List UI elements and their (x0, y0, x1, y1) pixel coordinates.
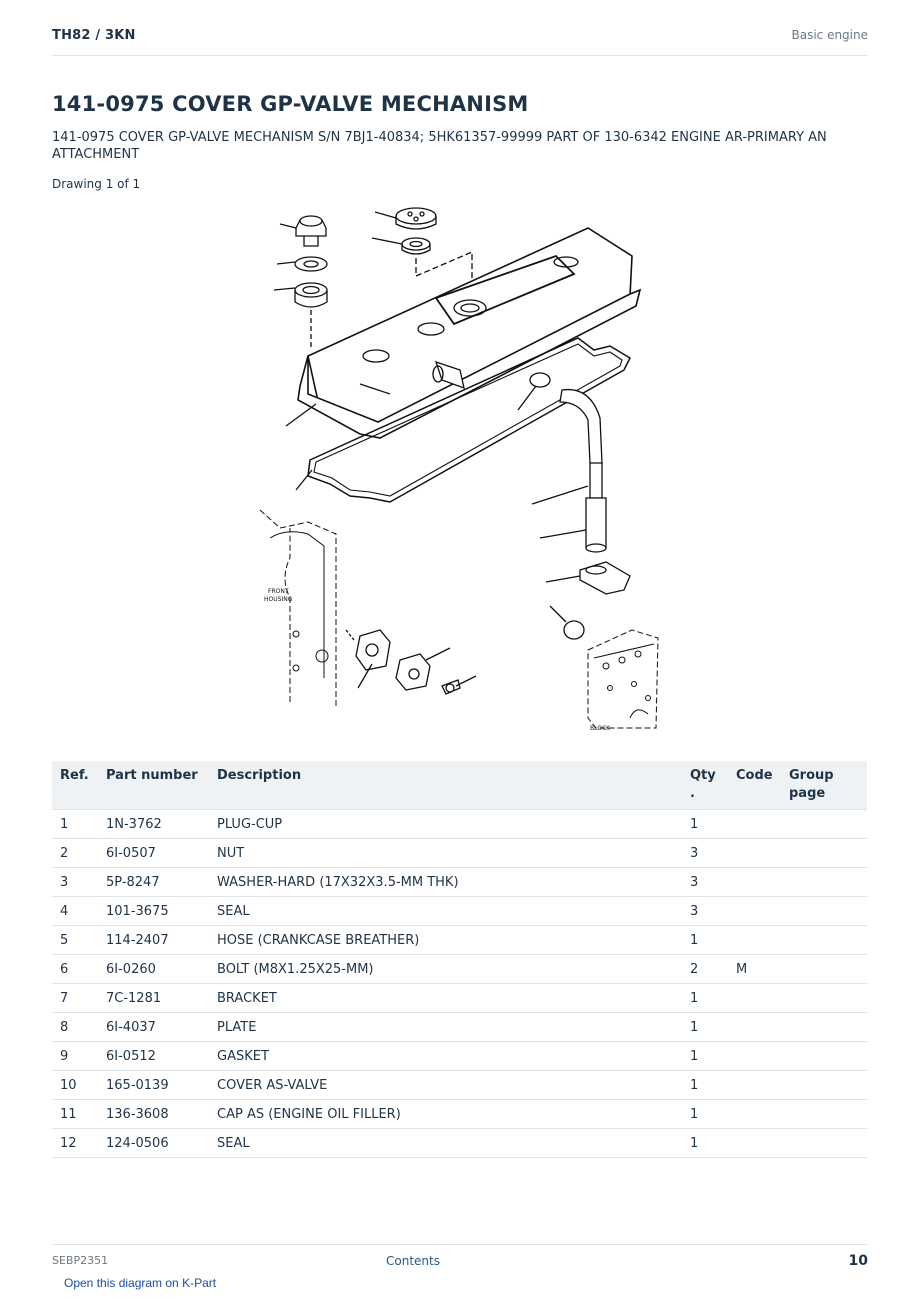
cell-code: M (728, 955, 781, 984)
col-ref: Ref. (52, 761, 98, 810)
cell-code (728, 984, 781, 1013)
col-qty: Qty . (682, 761, 728, 810)
col-description: Description (209, 761, 682, 810)
cell-description: BOLT (M8X1.25X25-MM) (209, 955, 682, 984)
table-row (52, 955, 867, 984)
front-housing-icon (260, 510, 336, 708)
cell-group-page (781, 984, 867, 1013)
cell-description: CAP AS (ENGINE OIL FILLER) (209, 1100, 682, 1129)
page-header (52, 28, 868, 56)
cell-description: WASHER-HARD (17X32X3.5-MM THK) (209, 868, 682, 897)
cell-description: PLUG-CUP (209, 810, 682, 839)
table-row (52, 868, 867, 897)
table-row (52, 897, 867, 926)
cell-qty: 3 (682, 868, 728, 897)
block-label: BLOCK (590, 725, 611, 732)
cell-qty: 1 (682, 984, 728, 1013)
cell-part-number: 1N-3762 (98, 810, 209, 839)
cell-ref: 2 (52, 839, 98, 868)
table-row (52, 984, 867, 1013)
cell-description: SEAL (209, 1129, 682, 1158)
cell-group-page (781, 1071, 867, 1100)
cell-qty: 1 (682, 1100, 728, 1129)
cell-ref: 10 (52, 1071, 98, 1100)
engine-block-icon (588, 630, 658, 732)
cell-qty: 3 (682, 839, 728, 868)
parts-table (52, 761, 867, 1158)
doc-id: SEBP2351 (52, 1254, 109, 1267)
section-label: Basic engine (791, 28, 868, 42)
cell-part-number: 114-2407 (98, 926, 209, 955)
col-code: Code (728, 761, 781, 810)
cell-ref: 6 (52, 955, 98, 984)
cell-ref: 1 (52, 810, 98, 839)
cell-group-page (781, 955, 867, 984)
parts-diagram (250, 198, 670, 743)
cell-code (728, 1129, 781, 1158)
cell-group-page (781, 839, 867, 868)
cell-group-page (781, 868, 867, 897)
seal-icon (550, 606, 584, 639)
housing-label: HOUSING (264, 596, 293, 603)
cell-ref: 3 (52, 868, 98, 897)
cell-ref: 8 (52, 1013, 98, 1042)
cell-qty: 1 (682, 1013, 728, 1042)
table-row (52, 1100, 867, 1129)
cell-part-number: 7C-1281 (98, 984, 209, 1013)
model-label: TH82 / 3KN (52, 28, 136, 43)
cell-part-number: 101-3675 (98, 897, 209, 926)
table-row (52, 1042, 867, 1071)
cell-part-number: 165-0139 (98, 1071, 209, 1100)
col-part-number: Part number (98, 761, 209, 810)
cell-ref: 5 (52, 926, 98, 955)
cell-description: NUT (209, 839, 682, 868)
drawing-label: Drawing 1 of 1 (52, 177, 141, 191)
cell-qty: 3 (682, 897, 728, 926)
cell-code (728, 839, 781, 868)
cell-part-number: 5P-8247 (98, 868, 209, 897)
cell-part-number: 6I-0507 (98, 839, 209, 868)
cell-group-page (781, 1129, 867, 1158)
filler-cap-icon (372, 208, 472, 298)
cell-part-number: 124-0506 (98, 1129, 209, 1158)
cell-code (728, 926, 781, 955)
cell-description: GASKET (209, 1042, 682, 1071)
cell-group-page (781, 926, 867, 955)
plate-icon (346, 630, 476, 694)
cell-part-number: 136-3608 (98, 1100, 209, 1129)
cell-code (728, 1013, 781, 1042)
cell-qty: 1 (682, 1129, 728, 1158)
table-row (52, 1129, 867, 1158)
cell-description: PLATE (209, 1013, 682, 1042)
cell-ref: 9 (52, 1042, 98, 1071)
cell-group-page (781, 1042, 867, 1071)
cell-ref: 4 (52, 897, 98, 926)
cell-code (728, 897, 781, 926)
cell-description: BRACKET (209, 984, 682, 1013)
cell-group-page (781, 1013, 867, 1042)
table-header-row (52, 761, 867, 810)
cell-part-number: 6I-4037 (98, 1013, 209, 1042)
cell-group-page (781, 897, 867, 926)
hose-icon (518, 373, 606, 552)
cell-description: COVER AS-VALVE (209, 1071, 682, 1100)
page-subtitle: 141-0975 COVER GP-VALVE MECHANISM S/N 7BJ1-40834; 5HK61357-99999 PART OF 130-6342 ENGINE AR-PRIMARY AN ATTACHMENT (52, 130, 827, 162)
page-number: 10 (848, 1253, 868, 1269)
cell-description: SEAL (209, 897, 682, 926)
cell-group-page (781, 1100, 867, 1129)
cell-part-number: 6I-0512 (98, 1042, 209, 1071)
front-label: FRONT (268, 588, 289, 595)
table-row (52, 1071, 867, 1100)
cell-code (728, 1100, 781, 1129)
cell-part-number: 6I-0260 (98, 955, 209, 984)
cell-qty: 1 (682, 810, 728, 839)
table-row (52, 926, 867, 955)
contents-link[interactable]: Contents (386, 1254, 440, 1268)
cell-code (728, 810, 781, 839)
col-group-page: Group page (781, 761, 867, 810)
table-row (52, 1013, 867, 1042)
cell-code (728, 1042, 781, 1071)
cell-description: HOSE (CRANKCASE BREATHER) (209, 926, 682, 955)
cell-group-page (781, 810, 867, 839)
table-row (52, 810, 867, 839)
cell-qty: 1 (682, 1042, 728, 1071)
cell-qty: 2 (682, 955, 728, 984)
plug-icon (274, 216, 327, 348)
page-footer (52, 1244, 868, 1274)
kpart-link[interactable]: Open this diagram on K-Part (64, 1276, 217, 1290)
table-row (52, 839, 867, 868)
cell-qty: 1 (682, 926, 728, 955)
cell-ref: 11 (52, 1100, 98, 1129)
page-title: 141-0975 COVER GP-VALVE MECHANISM (52, 92, 529, 116)
cell-code (728, 1071, 781, 1100)
cell-qty: 1 (682, 1071, 728, 1100)
cell-ref: 7 (52, 984, 98, 1013)
bracket-icon (546, 562, 630, 594)
cell-code (728, 868, 781, 897)
cell-ref: 12 (52, 1129, 98, 1158)
